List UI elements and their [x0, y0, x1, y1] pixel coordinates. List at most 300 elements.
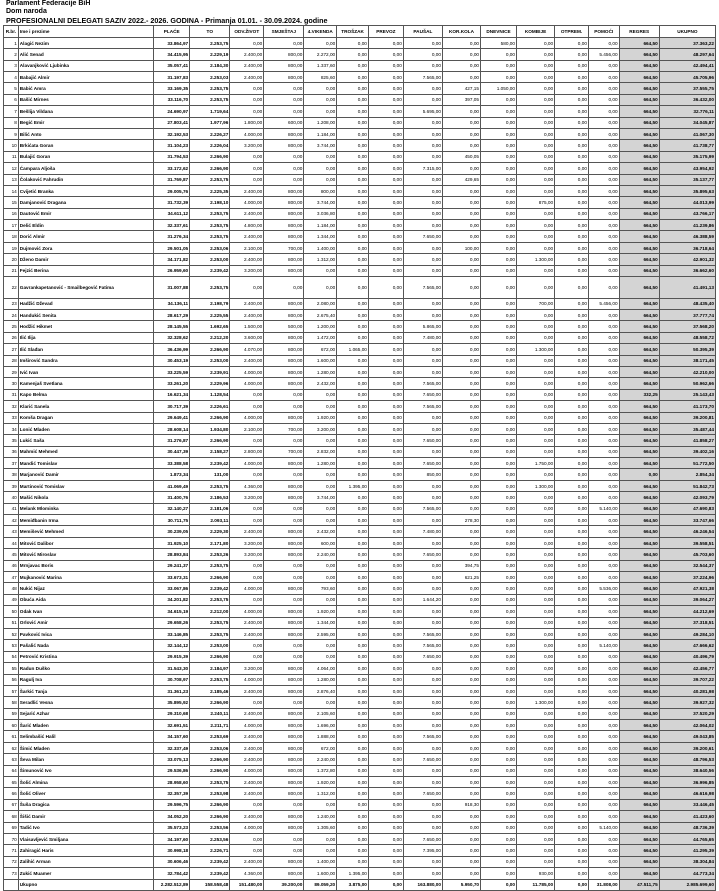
amount-cell: 0,00 [368, 833, 403, 844]
table-row [4, 163, 716, 174]
amount-cell: 0,00 [230, 697, 264, 708]
regres-cell: 664,50 [619, 515, 659, 526]
regres-cell: 664,50 [619, 83, 659, 94]
amount-cell: 2.198,10 [190, 197, 230, 208]
column-header: KOMBIJE [517, 26, 555, 38]
table-row [4, 583, 716, 594]
amount-cell: 2.400,00 [230, 731, 264, 742]
amount-cell: 0,00 [337, 435, 369, 446]
amount-cell: 7.650,00 [403, 458, 442, 469]
amount-cell: 0,00 [481, 628, 517, 639]
table-row [4, 685, 716, 696]
amount-cell: 0,00 [442, 401, 480, 412]
amount-cell: 0,00 [304, 503, 337, 514]
amount-cell: 7.650,00 [403, 833, 442, 844]
amount-cell: 0,00 [481, 560, 517, 571]
amount-cell: 0,00 [481, 480, 517, 491]
amount-cell: 0,00 [481, 583, 517, 594]
regres-cell: 664,50 [619, 822, 659, 833]
amount-cell: 0,00 [442, 71, 480, 82]
amount-cell: 0,00 [588, 628, 619, 639]
amount-cell: 0,00 [481, 799, 517, 810]
amount-cell: 29.310,68 [154, 708, 190, 719]
amount-cell: 0,00 [481, 515, 517, 526]
delegate-name: Martinović Tomislav [18, 480, 153, 491]
amount-cell: 0,00 [403, 412, 442, 423]
amount-cell: 7.565,00 [403, 628, 442, 639]
amount-cell: 0,00 [555, 617, 589, 628]
amount-cell: 0,00 [588, 231, 619, 242]
amount-cell: 2.400,00 [230, 708, 264, 719]
amount-cell: 0,00 [555, 663, 589, 674]
amount-cell: 0,00 [264, 37, 304, 48]
regres-cell: 664,50 [619, 412, 659, 423]
amount-cell: 0,00 [368, 549, 403, 560]
delegate-name: Mahmić Mehmed [18, 446, 153, 457]
amount-cell: 0,00 [481, 231, 517, 242]
amount-cell: 0,00 [337, 401, 369, 412]
amount-cell: 0,00 [368, 617, 403, 628]
table-row [4, 458, 716, 469]
amount-cell: 800,00 [264, 549, 304, 560]
regres-cell: 664,50 [619, 117, 659, 128]
amount-cell: 4.800,00 [230, 220, 264, 231]
amount-cell: 2.400,00 [230, 685, 264, 696]
amount-cell: 5.456,00 [588, 49, 619, 60]
table-row [4, 344, 716, 355]
amount-cell: 0,00 [588, 332, 619, 343]
amount-cell: 0,00 [517, 321, 555, 332]
table-row [4, 765, 716, 776]
amount-cell: 2.832,00 [304, 446, 337, 457]
amount-cell: 800,00 [264, 822, 304, 833]
regres-cell: 664,50 [619, 549, 659, 560]
amount-cell: 0,00 [368, 651, 403, 662]
table-row [4, 777, 716, 788]
amount-cell: 0,00 [481, 742, 517, 753]
amount-cell: 0,00 [555, 208, 589, 219]
amount-cell: 2.185,46 [190, 685, 230, 696]
amount-cell: 0,00 [230, 571, 264, 582]
amount-cell: 0,00 [481, 151, 517, 162]
row-number: 58 [4, 697, 19, 708]
amount-cell: 1.934,80 [190, 423, 230, 434]
amount-cell: 2.229,30 [190, 526, 230, 537]
ukupno-cell: 43.766,17 [659, 208, 715, 219]
regres-cell: 664,50 [619, 49, 659, 60]
ukupno-cell: 37.555,75 [659, 83, 715, 94]
amount-cell: 0,00 [337, 845, 369, 856]
amount-cell: 0,00 [442, 651, 480, 662]
regres-cell: 664,50 [619, 231, 659, 242]
amount-cell: 0,00 [555, 674, 589, 685]
amount-cell: 0,00 [442, 731, 480, 742]
amount-cell: 0,00 [481, 389, 517, 400]
table-row [4, 640, 716, 651]
amount-cell: 4.064,00 [304, 663, 337, 674]
amount-cell: 427,15 [442, 83, 480, 94]
amount-cell: 0,00 [481, 549, 517, 560]
amount-cell: 0,00 [588, 435, 619, 446]
amount-cell: 2.266,90 [190, 697, 230, 708]
amount-cell: 5.950,70 [442, 879, 480, 890]
amount-cell: 2.198,79 [190, 298, 230, 309]
table-row [4, 310, 716, 321]
amount-cell: 0,00 [403, 49, 442, 60]
amount-cell: 2.226,27 [190, 128, 230, 139]
amount-cell: 7.565,00 [403, 277, 442, 299]
row-number: 26 [4, 332, 19, 343]
regres-cell: 664,50 [619, 366, 659, 377]
amount-cell: 28.893,84 [154, 549, 190, 560]
amount-cell: 3.200,00 [230, 265, 264, 276]
amount-cell: 0,00 [230, 594, 264, 605]
amount-cell: 0,00 [481, 458, 517, 469]
row-number: 62 [4, 742, 19, 753]
table-row [4, 799, 716, 810]
amount-cell: 4.000,00 [230, 822, 264, 833]
regres-cell: 664,50 [619, 731, 659, 742]
table-body [4, 37, 716, 890]
amount-cell: 32.140,27 [154, 503, 190, 514]
amount-cell: 34.136,11 [154, 298, 190, 309]
amount-cell: 0,00 [337, 674, 369, 685]
row-number: 9 [4, 128, 19, 139]
table-row [4, 480, 716, 491]
amount-cell: 800,00 [264, 742, 304, 753]
amount-cell: 0,00 [304, 640, 337, 651]
ukupno-cell: 37.318,51 [659, 617, 715, 628]
amount-cell: 0,00 [403, 254, 442, 265]
amount-cell: 0,00 [555, 868, 589, 879]
amount-cell: 0,00 [304, 389, 337, 400]
regres-cell: 664,50 [619, 140, 659, 151]
amount-cell: 29.536,86 [154, 765, 190, 776]
amount-cell: 0,00 [442, 321, 480, 332]
amount-cell: 0,00 [555, 49, 589, 60]
column-header: DNEVNICE [481, 26, 517, 38]
amount-cell: 0,00 [588, 117, 619, 128]
amount-cell: 2.253,75 [190, 83, 230, 94]
amount-cell: 0,00 [337, 640, 369, 651]
delegate-name: Babajić Almir [18, 71, 153, 82]
amount-cell: 621,25 [442, 571, 480, 582]
amount-cell: 0,00 [230, 799, 264, 810]
table-row [4, 537, 716, 548]
amount-cell: 29.241,37 [154, 560, 190, 571]
amount-cell: 930,00 [517, 868, 555, 879]
amount-cell: 0,00 [337, 594, 369, 605]
amount-cell: 0,00 [442, 366, 480, 377]
amount-cell: 7.650,00 [403, 231, 442, 242]
amount-cell: 31.769,87 [154, 174, 190, 185]
delegate-name: Bilić Anto [18, 128, 153, 139]
amount-cell: 0,00 [264, 515, 304, 526]
amount-cell: 0,00 [230, 106, 264, 117]
table-row [4, 355, 716, 366]
table-row [4, 298, 716, 309]
amount-cell: 28.617,29 [154, 310, 190, 321]
amount-cell: 700,00 [264, 423, 304, 434]
row-number: 15 [4, 197, 19, 208]
amount-cell: 0,00 [368, 469, 403, 480]
amount-cell: 34.157,60 [154, 731, 190, 742]
amount-cell: 0,00 [588, 378, 619, 389]
amount-cell: 0,00 [337, 822, 369, 833]
regres-cell: 664,50 [619, 685, 659, 696]
amount-cell: 0,00 [517, 277, 555, 299]
amount-cell: 0,00 [403, 708, 442, 719]
regres-cell: 664,50 [619, 106, 659, 117]
amount-cell: 31.925,10 [154, 537, 190, 548]
amount-cell: 0,00 [304, 277, 337, 299]
delegate-name: Zukić Muamer [18, 868, 153, 879]
ukupno-cell: 41.295,39 [659, 845, 715, 856]
ukupno-cell: 36.718,64 [659, 242, 715, 253]
amount-cell: 0,00 [304, 163, 337, 174]
amount-cell: 800,00 [264, 754, 304, 765]
amount-cell: 0,00 [517, 537, 555, 548]
row-number: 43 [4, 526, 19, 537]
table-row [4, 265, 716, 276]
amount-cell: 4.000,00 [230, 412, 264, 423]
amount-cell: 0,00 [337, 37, 369, 48]
amount-cell: 2.400,00 [230, 856, 264, 867]
delegate-name: Šimunović Ivo [18, 765, 153, 776]
delegate-name: Cvijetić Branka [18, 185, 153, 196]
row-number: 25 [4, 321, 19, 332]
table-row [4, 651, 716, 662]
amount-cell: 0,00 [588, 492, 619, 503]
table-row [4, 128, 716, 139]
amount-cell: 0,00 [481, 220, 517, 231]
table-row [4, 811, 716, 822]
regres-cell: 664,50 [619, 446, 659, 457]
delegate-name: Dujmović Zora [18, 242, 153, 253]
amount-cell: 0,00 [588, 94, 619, 105]
amount-cell: 1.184,00 [304, 220, 337, 231]
amount-cell: 0,00 [337, 617, 369, 628]
amount-cell: 0,00 [368, 480, 403, 491]
row-number: 56 [4, 674, 19, 685]
amount-cell: 0,00 [481, 856, 517, 867]
amount-cell: 2.266,90 [190, 412, 230, 423]
amount-cell: 0,00 [442, 845, 480, 856]
amount-cell: 0,00 [230, 640, 264, 651]
delegate-name: Tadić Ivo [18, 822, 153, 833]
amount-cell: 1.312,00 [304, 254, 337, 265]
table-row [4, 868, 716, 879]
row-number: 31 [4, 389, 19, 400]
amount-cell: 0,00 [368, 720, 403, 731]
amount-cell: 0,00 [264, 640, 304, 651]
row-number: 22 [4, 277, 19, 299]
amount-cell: 0,00 [337, 537, 369, 548]
table-row [4, 220, 716, 231]
amount-cell: 0,00 [442, 742, 480, 753]
amount-cell: 0,00 [481, 197, 517, 208]
amount-cell: 0,00 [337, 651, 369, 662]
amount-cell: 31.007,88 [154, 277, 190, 299]
regres-cell: 664,50 [619, 60, 659, 71]
amount-cell: 1.208,00 [304, 117, 337, 128]
amount-cell: 0,00 [481, 106, 517, 117]
amount-cell: 0,00 [555, 298, 589, 309]
amount-cell: 672,00 [304, 344, 337, 355]
amount-cell: 0,00 [337, 606, 369, 617]
amount-cell: 0,00 [304, 651, 337, 662]
amount-cell: 2.100,00 [230, 242, 264, 253]
amount-cell: 0,00 [368, 106, 403, 117]
amount-cell: 0,00 [481, 265, 517, 276]
amount-cell: 0,00 [368, 777, 403, 788]
amount-cell: 3.200,00 [304, 423, 337, 434]
amount-cell: 2.239,42 [190, 583, 230, 594]
amount-cell: 0,00 [517, 151, 555, 162]
amount-cell: 0,00 [555, 37, 589, 48]
amount-cell: 2.400,00 [230, 754, 264, 765]
amount-cell: 0,00 [337, 355, 369, 366]
amount-cell: 0,00 [517, 446, 555, 457]
amount-cell: 2.432,00 [304, 378, 337, 389]
row-number: 12 [4, 163, 19, 174]
amount-cell: 29.658,26 [154, 617, 190, 628]
amount-cell: 31.276,87 [154, 435, 190, 446]
amount-cell: 0,00 [517, 640, 555, 651]
amount-cell: 0,00 [442, 856, 480, 867]
amount-cell: 0,00 [442, 685, 480, 696]
amount-cell: 1.400,00 [304, 856, 337, 867]
amount-cell: 0,00 [442, 833, 480, 844]
amount-cell: 0,00 [588, 697, 619, 708]
amount-cell: 0,00 [517, 515, 555, 526]
amount-cell: 0,00 [517, 49, 555, 60]
amount-cell: 2.212,00 [190, 606, 230, 617]
amount-cell: 2.876,40 [304, 685, 337, 696]
amount-cell: 0,00 [368, 560, 403, 571]
delegate-name: Begić Emir [18, 117, 153, 128]
amount-cell: 0,00 [442, 469, 480, 480]
amount-cell: 2.800,00 [230, 446, 264, 457]
row-number: 19 [4, 242, 19, 253]
ukupno-cell: 44.773,34 [659, 868, 715, 879]
row-number: 67 [4, 799, 19, 810]
regres-cell: 664,50 [619, 594, 659, 605]
regres-cell: 664,50 [619, 423, 659, 434]
amount-cell: 0,00 [442, 423, 480, 434]
amount-cell: 0,00 [230, 277, 264, 299]
delegate-name: Seradlić Vesna [18, 697, 153, 708]
amount-cell: 0,00 [481, 355, 517, 366]
amount-cell: 0,00 [442, 537, 480, 548]
amount-cell: 800,00 [264, 617, 304, 628]
regres-cell: 664,50 [619, 321, 659, 332]
amount-cell: 34.201,82 [154, 594, 190, 605]
delegate-name: Orlović Amir [18, 617, 153, 628]
delegate-name: Mujkanović Marina [18, 571, 153, 582]
amount-cell: 0,00 [517, 37, 555, 48]
regres-cell: 664,50 [619, 606, 659, 617]
amount-cell: 2.272,00 [304, 49, 337, 60]
amount-cell: 2.158,27 [190, 446, 230, 457]
amount-cell: 0,00 [517, 71, 555, 82]
amount-cell: 0,00 [337, 277, 369, 299]
amount-cell: 800,00 [264, 685, 304, 696]
amount-cell: 4.000,00 [230, 674, 264, 685]
amount-cell: 1.750,00 [517, 458, 555, 469]
amount-cell: 600,00 [304, 537, 337, 548]
amount-cell: 0,00 [555, 742, 589, 753]
row-number: 21 [4, 265, 19, 276]
amount-cell: 0,00 [588, 731, 619, 742]
column-header: ODV.ŽIVOT [230, 26, 264, 38]
amount-cell: 0,00 [337, 788, 369, 799]
regres-cell: 664,50 [619, 765, 659, 776]
amount-cell: 0,00 [517, 856, 555, 867]
row-number: 71 [4, 845, 19, 856]
table-row [4, 822, 716, 833]
table-row [4, 469, 716, 480]
amount-cell: 0,00 [337, 571, 369, 582]
amount-cell: 1.128,54 [190, 389, 230, 400]
amount-cell: 7.395,00 [403, 845, 442, 856]
amount-cell: 0,00 [588, 37, 619, 48]
amount-cell: 0,00 [264, 401, 304, 412]
table-row [4, 140, 716, 151]
delegate-name: Babić Amra [18, 83, 153, 94]
row-number: 20 [4, 254, 19, 265]
amount-cell: 500,00 [264, 321, 304, 332]
amount-cell: 0,00 [264, 83, 304, 94]
amount-cell: 0,00 [230, 389, 264, 400]
ukupno-cell: 32.544,37 [659, 560, 715, 571]
amount-cell: 0,00 [555, 423, 589, 434]
amount-cell: 0,00 [368, 321, 403, 332]
amount-cell: 0,00 [368, 163, 403, 174]
header-row [4, 26, 716, 38]
amount-cell: 0,00 [337, 469, 369, 480]
amount-cell: 0,00 [588, 106, 619, 117]
amount-cell: 397,05 [442, 94, 480, 105]
row-number: 32 [4, 401, 19, 412]
table-row [4, 254, 716, 265]
amount-cell: 29.649,41 [154, 412, 190, 423]
delegate-name: Zalihić Arman [18, 856, 153, 867]
amount-cell: 0,00 [264, 697, 304, 708]
amount-cell: 0,00 [517, 106, 555, 117]
regres-cell: 664,50 [619, 640, 659, 651]
delegate-name: Bulajić Goran [18, 151, 153, 162]
amount-cell: 0,00 [555, 685, 589, 696]
table-row [4, 720, 716, 731]
ukupno-cell: 37.777,74 [659, 310, 715, 321]
amount-cell: 0,00 [517, 685, 555, 696]
amount-cell: 4.360,00 [230, 868, 264, 879]
amount-cell: 0,00 [517, 412, 555, 423]
amount-cell: 31.104,23 [154, 140, 190, 151]
regres-cell: 664,50 [619, 708, 659, 719]
amount-cell: 0,00 [337, 174, 369, 185]
regres-cell: 664,50 [619, 94, 659, 105]
amount-cell: 2.400,00 [230, 811, 264, 822]
regres-cell: 664,50 [619, 435, 659, 446]
amount-cell: 0,00 [337, 685, 369, 696]
amount-cell: 0,00 [304, 265, 337, 276]
amount-cell: 1.920,00 [304, 777, 337, 788]
amount-cell: 2.266,90 [190, 151, 230, 162]
amount-cell: 0,00 [442, 435, 480, 446]
amount-cell: 2.266,90 [190, 163, 230, 174]
